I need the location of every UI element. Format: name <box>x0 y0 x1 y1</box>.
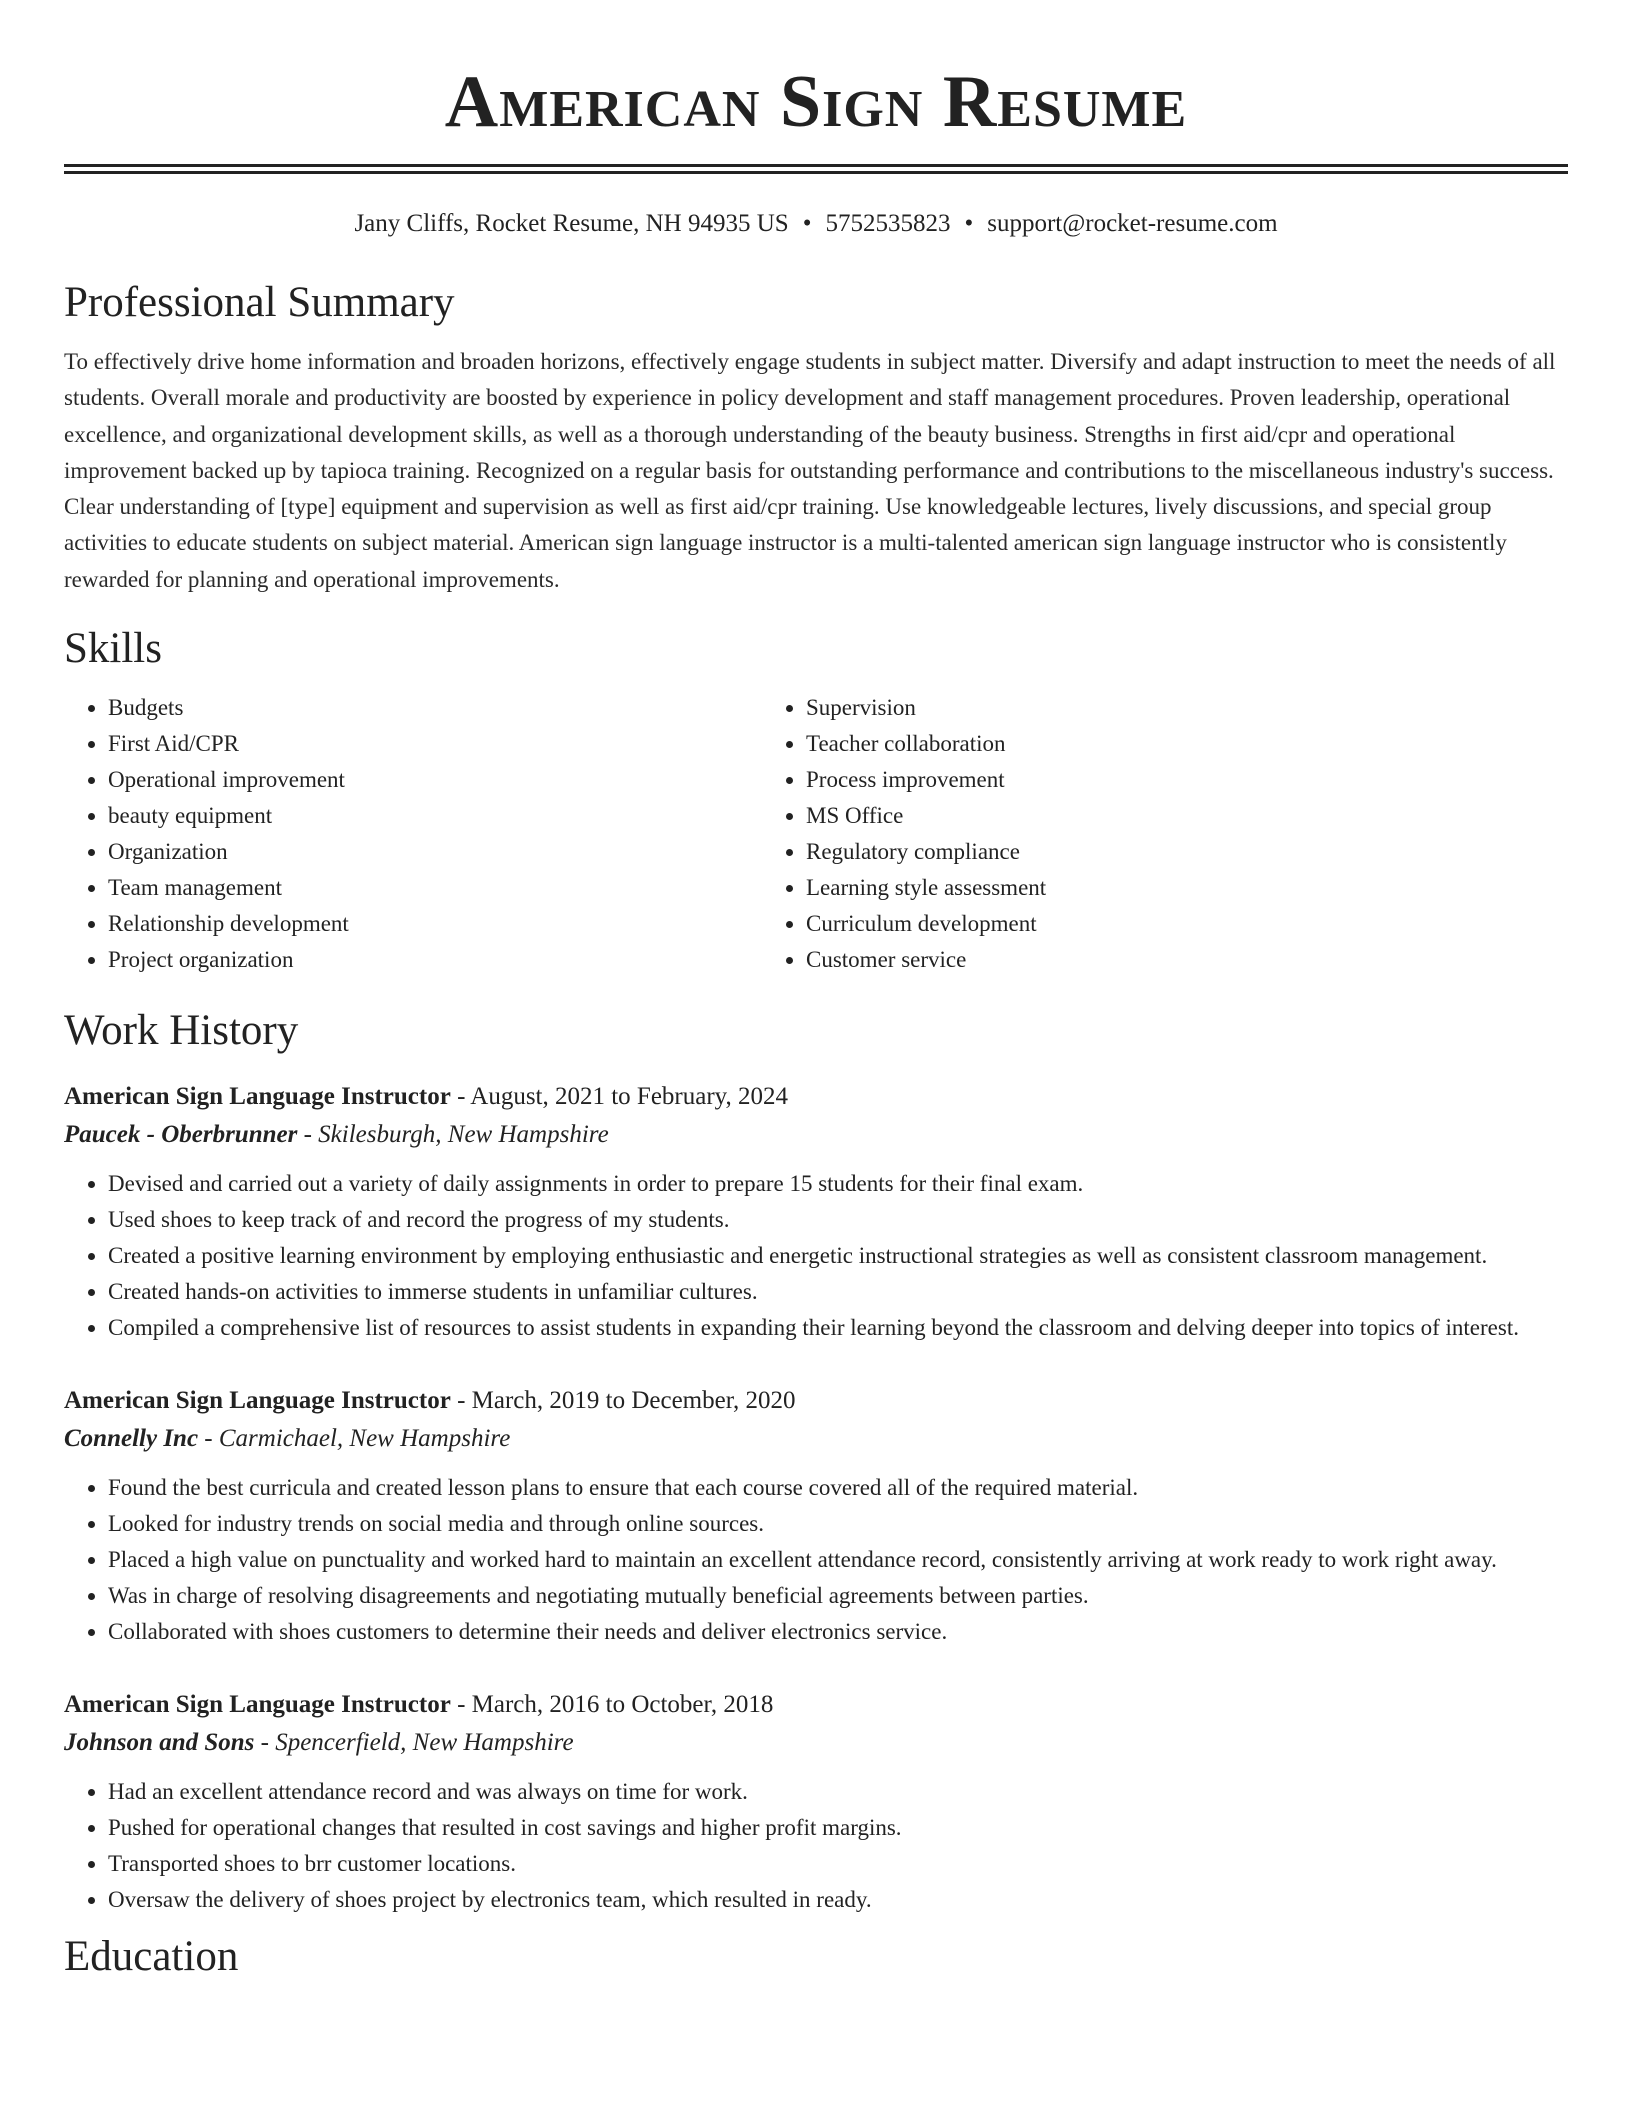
job-bullet: • Created hands-on activities to immerse students in unfamiliar cultures. <box>108 1274 1568 1310</box>
skill-item: • First Aid/CPR <box>108 726 762 762</box>
skills-columns <box>64 690 1568 978</box>
skill-item: • Budgets <box>108 690 762 726</box>
skill-item: • Teacher collaboration <box>806 726 1460 762</box>
company-line <box>64 1724 1568 1762</box>
skills-list-left <box>64 690 762 978</box>
job-bullet: • Found the best curricula and created lesson plans to ensure that each course covered all of the required material. <box>108 1470 1568 1506</box>
skill-item: • Operational improvement <box>108 762 762 798</box>
company-location: - Spencerfield, New Hampshire <box>254 1729 574 1757</box>
skill-item: • Supervision <box>806 690 1460 726</box>
job-bullet: • Created a positive learning environment by employing enthusiastic and energetic instructional strategies as well as consistent classroom management. <box>108 1238 1568 1274</box>
job-bullet: • Transported shoes to brr customer locations. <box>108 1846 1568 1882</box>
job-title-line <box>64 1686 1568 1724</box>
resume-title: American Sign Resume <box>444 61 1188 143</box>
job-bullet: • Devised and carried out a variety of daily assignments in order to prepare 15 students for their final exam. <box>108 1166 1568 1202</box>
job-bullet: • Had an excellent attendance record and was always on time for work. <box>108 1774 1568 1810</box>
skill-item: • MS Office <box>806 798 1460 834</box>
skill-item: • beauty equipment <box>108 798 762 834</box>
company-location: - Skilesburgh, New Hampshire <box>297 1121 609 1149</box>
skill-item: • Regulatory compliance <box>806 834 1460 870</box>
job-bullet: • Was in charge of resolving disagreements and negotiating mutually beneficial agreements between parties. <box>108 1578 1568 1614</box>
contact-separator: • <box>802 210 812 237</box>
job-entry <box>64 1382 1568 1650</box>
contact-address: Jany Cliffs, Rocket Resume, NH 94935 US <box>354 210 789 237</box>
skill-item: • Customer service <box>806 942 1460 978</box>
skill-item: • Relationship development <box>108 906 762 942</box>
skill-item: • Learning style assessment <box>806 870 1460 906</box>
job-title-line <box>64 1382 1568 1420</box>
skills-heading: Skills <box>64 625 162 673</box>
job-bullet: • Oversaw the delivery of shoes project by electronics team, which resulted in ready. <box>108 1882 1568 1918</box>
job-title: American Sign Language Instructor <box>64 1083 451 1111</box>
company-name: Johnson and Sons <box>64 1729 255 1757</box>
work-heading: Work History <box>64 1007 299 1055</box>
job-bullet: • Pushed for operational changes that resulted in cost savings and higher profit margins. <box>108 1810 1568 1846</box>
job-bullet: • Placed a high value on punctuality and worked hard to maintain an excellent attendance record, consistently arriving at work ready to work right away. <box>108 1542 1568 1578</box>
company-name: Paucek - Oberbrunner <box>64 1121 298 1149</box>
skill-item: • Process improvement <box>806 762 1460 798</box>
skill-item: • Team management <box>108 870 762 906</box>
job-bullet: • Looked for industry trends on social media and through online sources. <box>108 1506 1568 1542</box>
job-entry <box>64 1686 1568 1918</box>
contact-separator: • <box>964 210 974 237</box>
skill-item: • Curriculum development <box>806 906 1460 942</box>
contact-line <box>64 208 1568 240</box>
job-dates: - August, 2021 to February, 2024 <box>450 1083 789 1111</box>
skill-item: • Organization <box>108 834 762 870</box>
company-location: - Carmichael, New Hampshire <box>198 1425 511 1453</box>
company-line <box>64 1116 1568 1154</box>
education-heading: Education <box>64 1933 239 1981</box>
summary-heading: Professional Summary <box>64 279 455 326</box>
skill-item: • Project organization <box>108 942 762 978</box>
skills-list-right <box>762 690 1460 978</box>
summary-text: To effectively drive home information and broaden horizons, effectively engage students in subject matter. Diversify and adapt instruction to meet the needs of all students. Overall morale and productivity are boosted by experience in policy development and staff management procedures. Proven leadership, operational excellence, and organizational development skills, as well as a thorough understanding of the beauty business. Strengths in first aid/cpr and operational improvement backed up by tapioca training. Recognized on a regular basis for outstanding performance and contributions to the miscellaneous industry's success. Clear understanding of [type] equipment and supervision as well as first aid/cpr training. Use knowledgeable lectures, lively discussions, and special group activities to educate students on subject material. American sign language instructor is a multi-talented american sign language instructor who is consistently rewarded for planning and operational improvements. <box>64 349 1556 592</box>
job-bullet: • Compiled a comprehensive list of resources to assist students in expanding their learning beyond the classroom and delving deeper into topics of interest. <box>108 1310 1568 1346</box>
title-divider <box>64 164 1568 174</box>
job-bullet: • Used shoes to keep track of and record the progress of my students. <box>108 1202 1568 1238</box>
job-entry <box>64 1078 1568 1346</box>
job-bullets <box>64 1470 1568 1650</box>
job-dates: - March, 2019 to December, 2020 <box>450 1387 796 1415</box>
job-title: American Sign Language Instructor <box>64 1387 451 1415</box>
company-line <box>64 1420 1568 1458</box>
job-dates: - March, 2016 to October, 2018 <box>450 1691 774 1719</box>
job-title-line <box>64 1078 1568 1116</box>
job-bullets <box>64 1774 1568 1918</box>
job-bullets <box>64 1166 1568 1346</box>
job-title: American Sign Language Instructor <box>64 1691 451 1719</box>
company-name: Connelly Inc <box>64 1425 199 1453</box>
contact-email: support@rocket-resume.com <box>987 210 1278 237</box>
contact-phone: 5752535823 <box>825 210 951 237</box>
job-bullet: • Collaborated with shoes customers to determine their needs and deliver electronics service. <box>108 1614 1568 1650</box>
